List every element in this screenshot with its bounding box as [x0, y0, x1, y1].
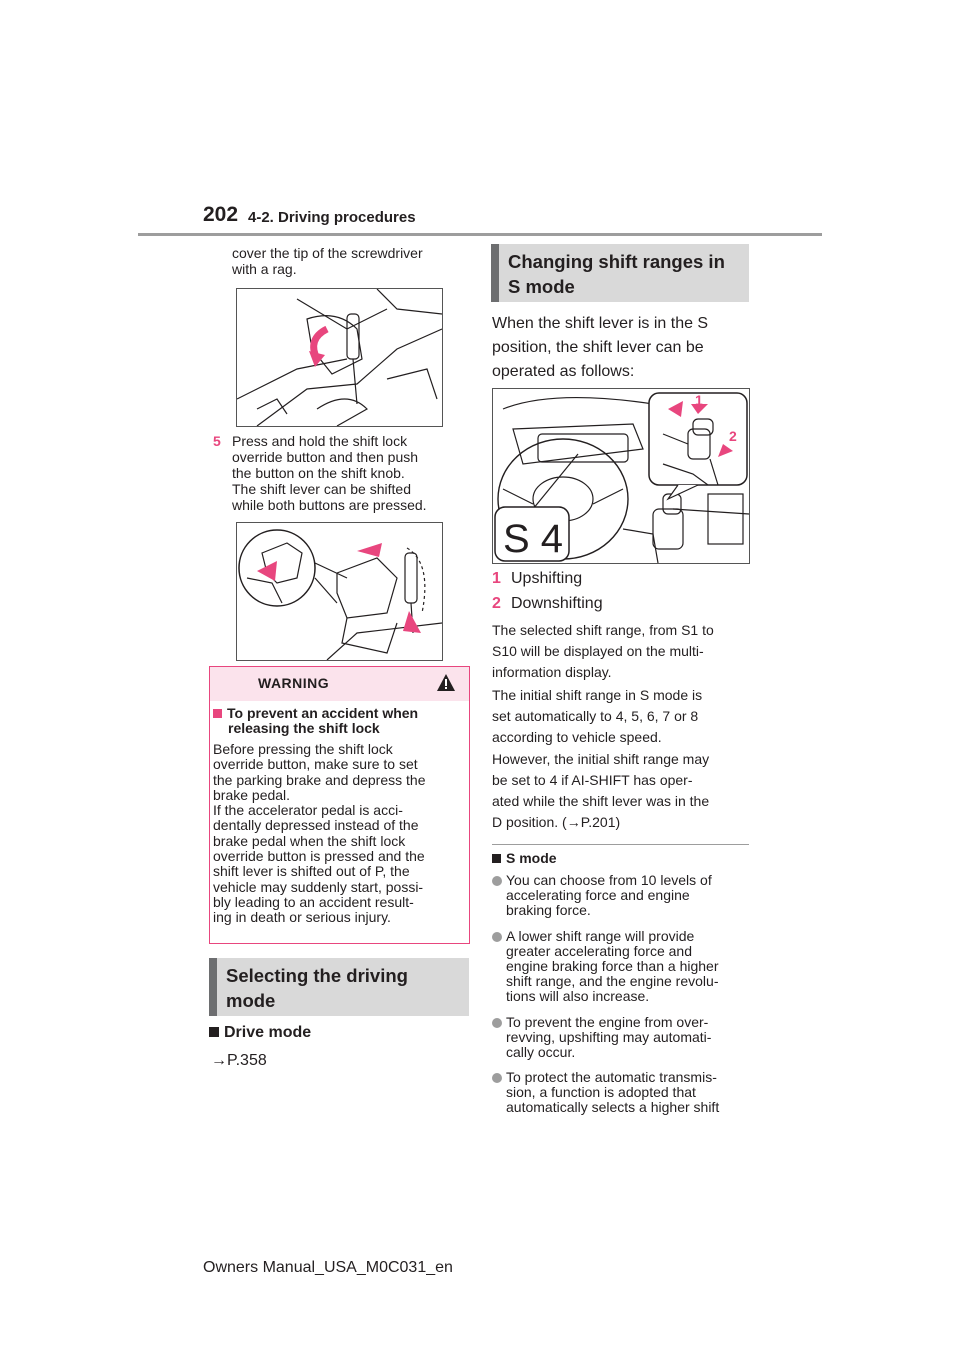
- para-line: ated while the shift lever was in the: [492, 793, 710, 809]
- page-number: 202: [203, 203, 239, 226]
- s-mode-label: S mode: [506, 850, 557, 866]
- intro-line: operated as follows:: [492, 363, 635, 380]
- warning-line: brake pedal when the shift lock: [213, 832, 406, 849]
- intro-line-2: with a rag.: [232, 261, 297, 277]
- bullet-line: sion, a function is adopted that: [506, 1084, 696, 1100]
- bullet-line: greater accelerating force and: [506, 943, 692, 959]
- warning-line: shift lever is shifted out of P, the: [213, 863, 410, 880]
- para-line: according to vehicle speed.: [492, 729, 662, 745]
- bullet-line: tions will also increase.: [506, 988, 650, 1004]
- bullet-line: You can choose from 10 levels of: [506, 872, 712, 888]
- warning-heading-line-2: releasing the shift lock: [228, 720, 380, 736]
- bullet-line: A lower shift range will provide: [506, 928, 695, 944]
- warning-heading-marker: [213, 709, 222, 718]
- s-mode-marker: [492, 854, 501, 863]
- warning-line: Before pressing the shift lock: [213, 741, 393, 757]
- warning-heading-line-1: To prevent an accident when: [227, 705, 419, 721]
- bullet-line: engine braking force than a higher: [506, 958, 719, 974]
- intro-line-1: cover the tip of the screwdriver: [232, 245, 423, 261]
- heading-line-1: Selecting the driving: [226, 965, 408, 986]
- step-5-line-5: while both buttons are pressed.: [232, 497, 427, 513]
- header-rule: [138, 233, 822, 236]
- bullet-line: automatically selects a higher shift: [506, 1099, 720, 1115]
- para-ai-shift: [492, 749, 709, 833]
- warning-line: override button is pressed and the: [213, 848, 425, 865]
- drive-mode-subheading: [209, 1021, 311, 1044]
- intro-line: position, the shift lever can be: [492, 339, 704, 356]
- step-number: 5: [213, 433, 221, 449]
- para-line: information display.: [492, 664, 612, 680]
- para-line: be set to 4 if AI-SHIFT has oper-: [492, 772, 693, 788]
- para-line: The selected shift range, from S1 to: [492, 622, 714, 638]
- s-mode-subheading: [492, 850, 557, 866]
- para-shift-range-display: [492, 620, 714, 683]
- shift-display-readout: S 4: [503, 517, 564, 561]
- drive-mode-reference: [211, 1049, 267, 1072]
- page-link[interactable]: P.358: [227, 1052, 267, 1069]
- callout-2: 2: [729, 428, 737, 444]
- bullet-line: cally occur.: [506, 1044, 576, 1060]
- bullet-dot: [492, 932, 502, 942]
- upshifting-item: [492, 567, 501, 590]
- heading-line-1: Changing shift ranges in: [508, 251, 725, 272]
- screwdriver-figure: [236, 288, 443, 427]
- intro-line: When the shift lever is in the S: [492, 315, 709, 332]
- step-5-line-1: Press and hold the shift lock: [232, 433, 408, 449]
- warning-header: [210, 667, 469, 701]
- cockpit-shift-figure: [492, 388, 750, 564]
- heading-line-2: S mode: [508, 276, 575, 297]
- bullet-line: To prevent the engine from over-: [506, 1014, 709, 1030]
- page-link[interactable]: P.201): [580, 814, 621, 830]
- para-line: S10 will be displayed on the multi-: [492, 643, 704, 659]
- callout-1: 1: [695, 392, 703, 408]
- bullet-line: revving, upshifting may automati-: [506, 1029, 712, 1045]
- bullet-line: To protect the automatic transmis-: [506, 1069, 717, 1085]
- shift-knob-figure: [236, 522, 443, 661]
- divider: [492, 844, 749, 845]
- warning-line: dentally depressed instead of the: [213, 817, 419, 834]
- bullet-line: accelerating force and engine: [506, 887, 690, 903]
- warning-heading: [213, 706, 418, 721]
- warning-title: WARNING: [258, 675, 330, 691]
- bullet-dot: [492, 1018, 502, 1028]
- step-5-line-2: override button and then push: [232, 449, 419, 465]
- item-number: 1: [492, 570, 501, 587]
- warning-line: vehicle may suddenly start, possi-: [213, 878, 424, 895]
- item-number: 2: [492, 595, 501, 612]
- step-5-line-3: the button on the shift knob.: [232, 465, 405, 481]
- warning-line: override button, make sure to set: [213, 756, 418, 773]
- bullet-line: braking force.: [506, 902, 591, 918]
- bullet-dot: [492, 1073, 502, 1083]
- section-title: 4-2. Driving procedures: [248, 209, 416, 226]
- warning-line: bly leading to an accident result-: [213, 893, 414, 910]
- para-line: set automatically to 4, 5, 6, 7 or 8: [492, 708, 699, 724]
- warning-line: If the accelerator pedal is acci-: [213, 802, 403, 819]
- para-text: D position. (: [492, 814, 567, 830]
- bullet-line: shift range, and the engine revolu-: [506, 973, 719, 989]
- warning-line: ing in death or serious injury.: [213, 909, 391, 926]
- bullet-dot: [492, 876, 502, 886]
- para-initial-range: [492, 685, 702, 748]
- warning-body: [213, 742, 425, 926]
- selecting-driving-mode-heading: [209, 958, 469, 1016]
- warning-triangle-icon: [437, 674, 455, 691]
- upshifting-label: Upshifting: [511, 570, 583, 587]
- para-line: [492, 812, 709, 833]
- para-line: However, the initial shift range may: [492, 751, 710, 767]
- heading-line-2: mode: [226, 990, 276, 1011]
- para-line: The initial shift range in S mode is: [492, 687, 703, 703]
- warning-line: brake pedal.: [213, 786, 291, 803]
- shift-intro: [492, 312, 708, 384]
- changing-shift-ranges-heading: [491, 244, 749, 302]
- drive-mode-marker: [209, 1027, 219, 1037]
- footer-text: Owners Manual_USA_M0C031_en: [203, 1259, 453, 1276]
- downshifting-item: [492, 592, 501, 615]
- arrow-right-icon: →: [566, 814, 581, 830]
- warning-line: the parking brake and depress the: [213, 771, 426, 788]
- downshifting-label: Downshifting: [511, 595, 603, 612]
- drive-mode-label: Drive mode: [224, 1024, 312, 1041]
- arrow-right-icon: →: [211, 1052, 227, 1069]
- step-5-line-4: The shift lever can be shifted: [232, 481, 411, 497]
